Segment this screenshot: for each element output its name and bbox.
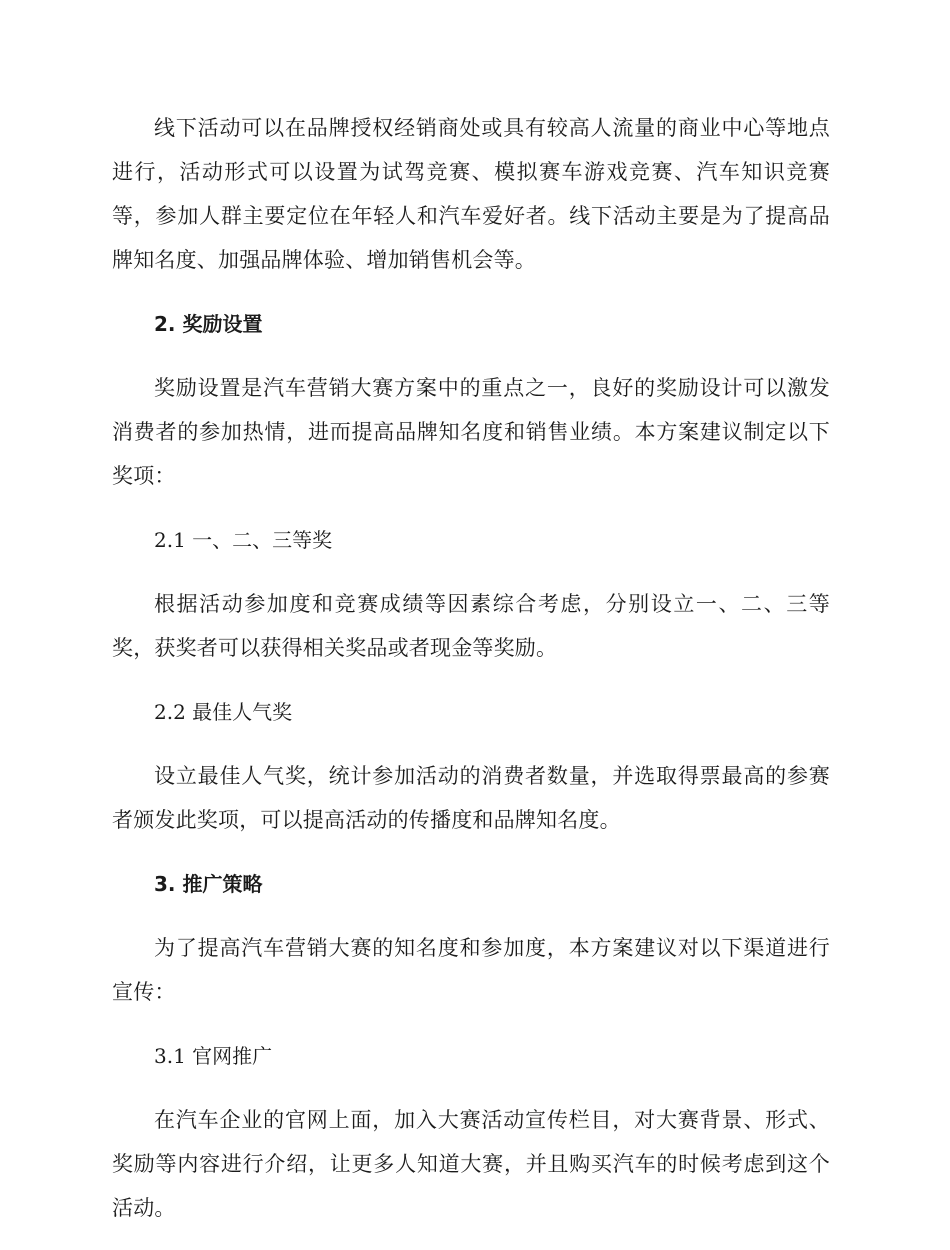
document-page — [112, 106, 830, 1250]
paragraph-promotion-intro: 为了提高汽车营销大赛的知名度和参加度，本方案建议对以下渠道进行宣传： — [112, 936, 830, 1004]
section-heading-promotion: 3. 推广策略 — [154, 872, 263, 896]
paragraph-offline-activity: 线下活动可以在品牌授权经销商处或具有较高人流量的商业中心等地点进行，活动形式可以设置为试驾竞赛、模拟赛车游戏竞赛、汽车知识竞赛等，参加人群主要定位在年轻人和汽车爱好者。线下活动主要是为了提高品牌知名度、加强品牌体验、增加销售机会等。 — [112, 116, 830, 272]
paragraph-website: 在汽车企业的官网上面，加入大赛活动宣传栏目，对大赛背景、形式、奖励等内容进行介绍，让更多人知道大赛，并且购买汽车的时候考虑到这个活动。 — [112, 1108, 830, 1220]
paragraph-prizes: 根据活动参加度和竞赛成绩等因素综合考虑，分别设立一、二、三等奖，获奖者可以获得相关奖品或者现金等奖励。 — [112, 592, 830, 660]
section-heading-rewards: 2. 奖励设置 — [154, 312, 263, 336]
subsection-heading-popularity-award: 2.2 最佳人气奖 — [154, 700, 293, 724]
paragraph-rewards-intro: 奖励设置是汽车营销大赛方案中的重点之一，良好的奖励设计可以激发消费者的参加热情，进而提高品牌知名度和销售业绩。本方案建议制定以下奖项： — [112, 376, 830, 488]
subsection-heading-prizes: 2.1 一、二、三等奖 — [154, 528, 333, 552]
paragraph-popularity-award: 设立最佳人气奖，统计参加活动的消费者数量，并选取得票最高的参赛者颁发此奖项，可以提高活动的传播度和品牌知名度。 — [112, 764, 830, 832]
subsection-heading-website: 3.1 官网推广 — [154, 1044, 273, 1068]
